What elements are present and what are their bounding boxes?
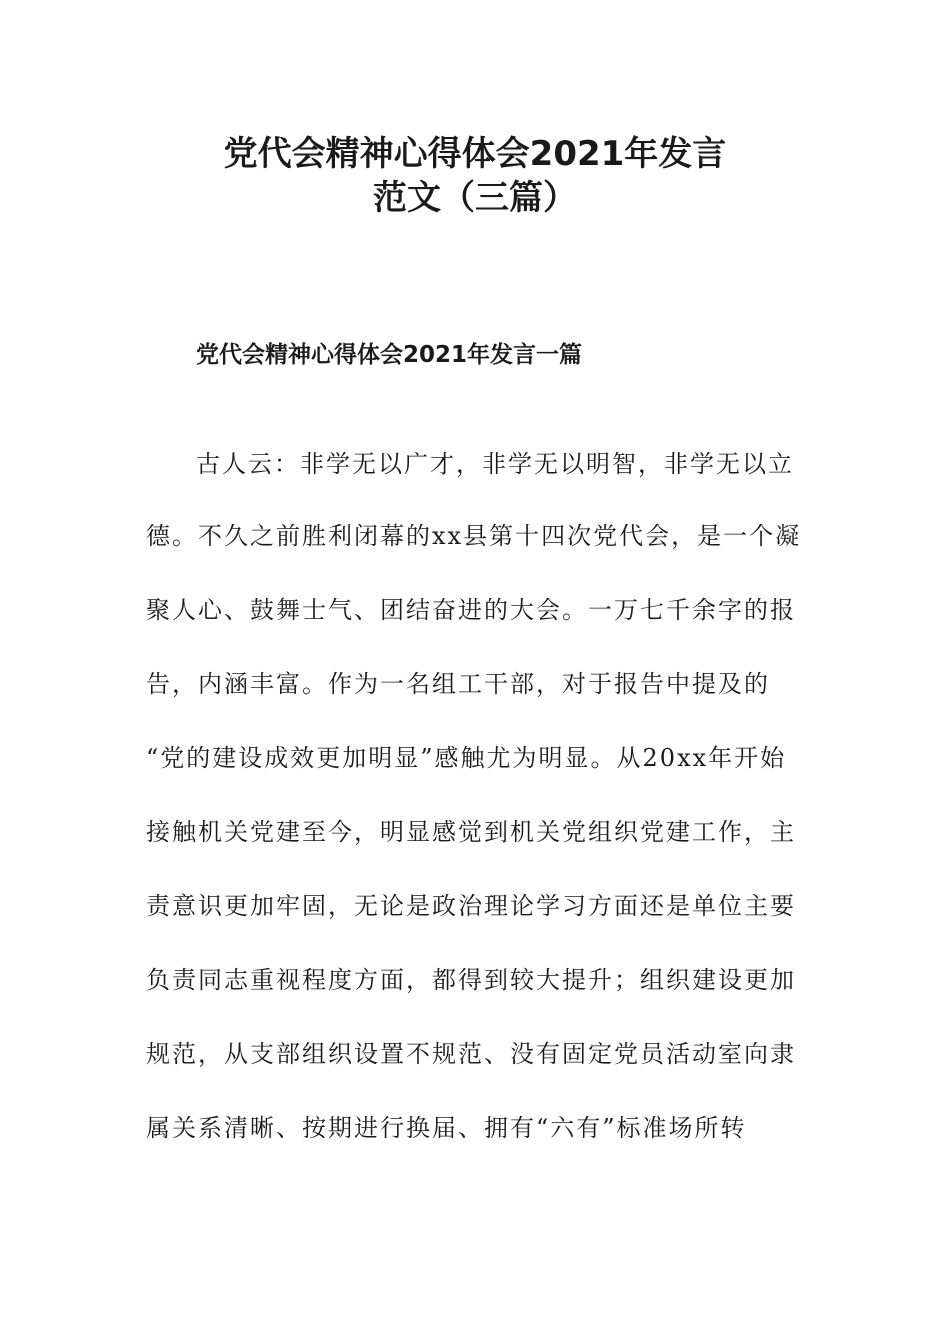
paragraph-line-6: 接触机关党建至今，明显感觉到机关党组织党建工作，主 — [146, 818, 796, 846]
paragraph-line-10: 属关系清晰、按期进行换届、拥有“六有”标准场所转 — [146, 1114, 747, 1142]
paragraph-line-3: 聚人心、鼓舞士气、团结奋进的大会。一万七千余字的报 — [146, 596, 796, 624]
paragraph-line-2: 德。不久之前胜利闭幕的xx县第十四次党代会，是一个凝 — [146, 522, 802, 550]
paragraph-line-7: 责意识更加牢固，无论是政治理论学习方面还是单位主要 — [146, 892, 796, 920]
paragraph-line-4: 告，内涵丰富。作为一名组工干部，对于报告中提及的 — [146, 670, 770, 698]
paragraph-line-8: 负责同志重视程度方面，都得到较大提升；组织建设更加 — [146, 966, 796, 994]
paragraph-line-5: “党的建设成效更加明显”感触尤为明显。从20xx年开始 — [146, 744, 787, 772]
section-heading: 党代会精神心得体会2021年发言一篇 — [196, 342, 583, 368]
document-title-line-2: 范文（三篇） — [373, 178, 577, 218]
document-title-line-1: 党代会精神心得体会2021年发言 — [223, 134, 727, 174]
paragraph-line-1: 古人云：非学无以广才，非学无以明智，非学无以立 — [196, 450, 794, 478]
paragraph-line-9: 规范，从支部组织设置不规范、没有固定党员活动室向隶 — [146, 1040, 796, 1068]
